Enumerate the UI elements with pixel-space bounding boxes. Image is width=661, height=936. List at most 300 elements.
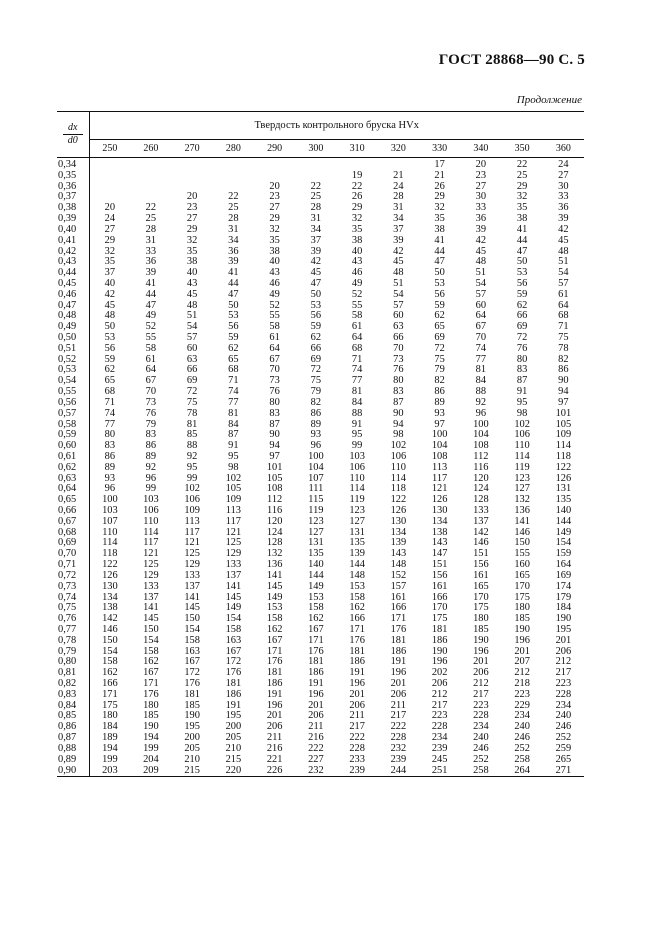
table-cell: 145 (143, 613, 159, 625)
table-cell: 186 (266, 678, 283, 689)
table-cell: 53 (310, 299, 322, 311)
table-cell: 63 (393, 321, 404, 333)
table-cell: 127 (514, 483, 530, 495)
table-cell: 111 (308, 483, 324, 495)
table-cell: 212 (514, 667, 530, 679)
table-cell: 108 (266, 483, 283, 495)
table-row (57, 517, 584, 528)
table-cell: 39 (145, 267, 157, 279)
ratio-value: 0,90 (57, 766, 89, 777)
ratio-denominator: d0 (63, 134, 83, 147)
table-cell: 71 (228, 375, 239, 387)
table-cell: 80 (269, 396, 280, 408)
table-cell: 171 (349, 623, 365, 635)
table-cell: 52 (269, 299, 280, 311)
table-cell: 216 (266, 742, 283, 754)
table-cell: 44 (145, 288, 157, 300)
column-header: 300 (295, 140, 336, 158)
table-cell: 103 (349, 450, 365, 462)
table-cell: 32 (434, 202, 445, 214)
table-cell: 121 (143, 548, 159, 560)
table-cell: 88 (475, 386, 487, 398)
table-cell: 26 (351, 191, 363, 203)
ratio-value: 0,62 (57, 463, 89, 474)
table-cell: 215 (225, 753, 242, 765)
table-row (57, 755, 584, 766)
table-cell: 271 (543, 766, 584, 777)
ratio-value: 0,43 (57, 257, 89, 268)
table-cell: 74 (475, 342, 487, 354)
table-cell: 81 (228, 407, 239, 419)
table-cell: 117 (184, 526, 200, 538)
table-row (57, 766, 584, 777)
table-cell: 114 (349, 483, 365, 495)
table-cell: 47 (516, 245, 528, 257)
table-cell: 92 (145, 461, 157, 473)
table-cell: 41 (434, 234, 445, 246)
table-cell: 86 (145, 440, 157, 452)
table-cell: 102 (514, 418, 530, 430)
table-cell: 185 (514, 613, 530, 625)
table-cell: 45 (104, 299, 116, 311)
column-header: 260 (130, 140, 171, 158)
table-cell: 176 (184, 678, 200, 689)
table-cell: 222 (308, 742, 324, 754)
table-cell: 35 (104, 256, 116, 268)
table-cell: 101 (266, 461, 283, 473)
table-cell: 20 (269, 180, 280, 192)
table-cell: 186 (308, 667, 324, 679)
table-cell (337, 158, 378, 171)
table-cell: 135 (555, 494, 572, 506)
table-cell: 252 (473, 753, 489, 765)
table-cell: 94 (269, 440, 280, 452)
table-cell: 153 (266, 602, 283, 614)
table-cell: 216 (308, 732, 324, 744)
table-cell: 34 (310, 223, 322, 235)
table-cell: 180 (514, 602, 530, 614)
table-cell: 154 (225, 613, 242, 625)
table-cell: 84 (228, 418, 239, 430)
table-cell: 118 (555, 450, 571, 462)
ratio-value: 0,46 (57, 290, 89, 301)
table-cell: 264 (502, 766, 543, 777)
table-cell: 45 (393, 256, 404, 268)
table-cell: 156 (431, 569, 448, 581)
table-cell: 25 (145, 213, 157, 225)
table-cell: 215 (172, 766, 213, 777)
table-cell: 166 (349, 613, 365, 625)
table-cell: 131 (308, 537, 324, 549)
table-cell: 69 (186, 375, 198, 387)
column-header: 270 (172, 140, 213, 158)
table-cell: 66 (516, 310, 528, 322)
table-cell: 56 (516, 277, 528, 289)
table-cell (172, 171, 213, 182)
table-cell: 28 (145, 223, 157, 235)
table-cell: 49 (351, 277, 363, 289)
table-cell: 83 (393, 386, 404, 398)
ratio-value: 0,74 (57, 593, 89, 604)
table-cell (295, 171, 336, 182)
table-cell: 194 (102, 742, 118, 754)
table-cell: 169 (555, 569, 572, 581)
column-header: 360 (543, 140, 584, 158)
table-cell: 119 (349, 494, 365, 506)
hardness-values-header (57, 140, 584, 158)
table-cell: 49 (269, 288, 280, 300)
table-cell: 114 (555, 440, 571, 452)
column-header: 310 (337, 140, 378, 158)
table-cell: 191 (266, 688, 283, 700)
table-cell: 61 (145, 353, 157, 365)
table-cell: 39 (558, 213, 569, 225)
table-cell: 150 (143, 623, 159, 635)
table-cell: 159 (555, 548, 572, 560)
table-cell: 89 (434, 396, 445, 408)
table-cell: 100 (473, 418, 489, 430)
table-cell: 86 (104, 450, 116, 462)
table-cell: 67 (269, 353, 280, 365)
table-cell: 90 (269, 429, 280, 441)
table-cell: 141 (514, 515, 530, 527)
table-cell: 87 (516, 375, 528, 387)
table-cell: 145 (184, 602, 200, 614)
table-cell: 130 (431, 505, 448, 516)
table-cell: 82 (434, 375, 445, 387)
table-cell: 66 (310, 342, 322, 354)
column-header: 280 (213, 140, 254, 158)
table-cell: 142 (102, 613, 118, 625)
table-cell: 48 (475, 256, 487, 268)
table-cell: 46 (269, 277, 280, 289)
table-cell: 181 (390, 634, 407, 646)
table-cell: 114 (390, 472, 406, 484)
ratio-value: 0,57 (57, 409, 89, 420)
table-cell: 223 (555, 678, 572, 689)
table-cell: 142 (473, 526, 489, 538)
table-cell: 176 (390, 623, 407, 635)
ratio-value: 0,75 (57, 603, 89, 614)
table-cell: 60 (475, 299, 487, 311)
table-cell: 29 (516, 180, 528, 192)
table-cell: 61 (269, 332, 280, 343)
table-cell: 110 (349, 472, 365, 484)
table-cell: 217 (555, 667, 572, 679)
table-cell: 22 (145, 202, 157, 214)
table-cell: 87 (228, 429, 239, 441)
table-cell: 48 (186, 299, 198, 311)
table-cell: 40 (269, 256, 280, 268)
table-cell: 160 (514, 559, 530, 571)
table-cell: 186 (431, 634, 448, 646)
table-cell: 184 (555, 602, 572, 614)
table-cell: 32 (516, 191, 528, 203)
table-cell: 228 (390, 732, 407, 744)
table-cell: 176 (143, 688, 159, 700)
table-cell: 206 (555, 645, 572, 657)
table-cell: 181 (431, 623, 448, 635)
table-cell: 181 (225, 678, 242, 689)
ratio-value: 0,49 (57, 322, 89, 333)
table-cell: 70 (393, 342, 404, 354)
table-cell: 97 (434, 418, 445, 430)
table-cell: 171 (102, 688, 118, 700)
table-cell: 133 (225, 559, 242, 571)
ratio-value: 0,59 (57, 430, 89, 441)
table-cell: 32 (104, 245, 116, 257)
table-cell: 191 (390, 656, 407, 668)
table-cell: 181 (308, 656, 324, 668)
table-cell: 50 (310, 288, 322, 300)
table-cell: 48 (104, 310, 116, 322)
ratio-value: 0,34 (57, 158, 89, 171)
table-cell: 205 (184, 742, 200, 754)
table-cell: 76 (269, 386, 280, 398)
table-cell: 171 (308, 634, 324, 646)
table-cell: 158 (184, 634, 200, 646)
table-cell: 83 (516, 364, 528, 376)
table-cell: 158 (102, 656, 118, 668)
table-cell: 234 (555, 699, 572, 711)
table-cell: 65 (104, 375, 116, 387)
table-cell: 85 (186, 429, 198, 441)
table-cell: 109 (555, 429, 572, 441)
table-cell: 32 (186, 234, 198, 246)
table-cell: 126 (102, 569, 118, 581)
ratio-value: 0,68 (57, 528, 89, 539)
ratio-value: 0,41 (57, 236, 89, 247)
table-cell (130, 182, 171, 193)
table-cell: 252 (514, 742, 530, 754)
table-cell: 174 (555, 580, 572, 592)
table-cell: 42 (104, 288, 116, 300)
table-cell: 206 (431, 678, 448, 689)
table-cell: 22 (310, 180, 322, 192)
table-cell: 95 (186, 461, 198, 473)
ratio-value: 0,50 (57, 333, 89, 344)
table-cell: 36 (558, 202, 569, 214)
table-cell: 68 (228, 364, 239, 376)
table-cell: 92 (186, 450, 198, 462)
table-cell: 20 (186, 191, 198, 203)
table-cell: 69 (310, 353, 322, 365)
table-cell: 42 (310, 256, 322, 268)
table-cell: 196 (431, 656, 448, 668)
table-cell: 47 (434, 256, 445, 268)
table-cell: 98 (516, 407, 528, 419)
table-cell: 83 (145, 429, 157, 441)
table-cell: 137 (184, 580, 200, 592)
table-cell: 77 (228, 396, 239, 408)
table-cell: 148 (349, 569, 365, 581)
table-cell: 117 (225, 515, 241, 527)
table-cell: 161 (431, 580, 448, 592)
table-cell: 143 (431, 537, 448, 549)
table-cell: 201 (390, 678, 407, 689)
table-cell: 148 (390, 559, 407, 571)
table-cell: 45 (475, 245, 487, 257)
table-cell: 45 (558, 234, 569, 246)
table-cell: 91 (516, 386, 528, 398)
table-cell: 64 (475, 310, 487, 322)
table-cell: 175 (473, 602, 489, 614)
ratio-header (57, 112, 89, 158)
table-cell: 44 (516, 234, 528, 246)
table-cell: 40 (186, 267, 198, 279)
table-cell: 72 (186, 386, 198, 398)
table-cell: 83 (104, 440, 116, 452)
table-cell: 149 (266, 591, 283, 603)
table-cell: 126 (390, 505, 407, 516)
table-cell: 33 (558, 191, 569, 203)
table-cell: 69 (434, 332, 445, 343)
table-cell: 138 (102, 602, 118, 614)
table-cell: 129 (143, 569, 159, 581)
table-cell: 50 (516, 256, 528, 268)
table-cell: 166 (390, 602, 407, 614)
table-cell: 28 (393, 191, 404, 203)
table-cell: 124 (266, 526, 283, 538)
table-cell: 155 (514, 548, 530, 560)
table-cell: 23 (186, 202, 198, 214)
table-cell: 24 (558, 159, 569, 170)
table-cell: 206 (390, 688, 407, 700)
table-cell: 72 (310, 364, 322, 376)
table-cell: 33 (145, 245, 157, 257)
table-cell: 161 (473, 569, 489, 581)
table-cell: 134 (390, 526, 407, 538)
table-cell: 53 (516, 267, 528, 279)
table-cell: 125 (143, 559, 159, 571)
table-cell: 191 (225, 699, 242, 711)
table-cell: 140 (308, 559, 324, 571)
table-cell: 114 (514, 450, 530, 462)
table-cell: 121 (431, 483, 448, 495)
ratio-value: 0,61 (57, 452, 89, 463)
table-cell: 156 (473, 559, 489, 571)
table-cell: 89 (145, 450, 157, 462)
table-cell: 179 (555, 591, 572, 603)
table-cell: 35 (186, 245, 198, 257)
table-row (57, 344, 584, 355)
table-cell: 63 (186, 353, 198, 365)
table-cell: 127 (308, 526, 324, 538)
table-cell: 194 (143, 732, 159, 744)
table-cell: 42 (558, 223, 569, 235)
table-cell: 31 (145, 234, 157, 246)
table-cell: 184 (102, 721, 118, 733)
table-cell: 170 (431, 602, 448, 614)
table-cell: 190 (184, 710, 200, 722)
table-cell: 186 (225, 688, 242, 700)
table-cell: 118 (102, 548, 118, 560)
table-cell: 259 (555, 742, 572, 754)
table-cell: 129 (184, 559, 200, 571)
table-cell (172, 158, 213, 171)
table-cell: 64 (145, 364, 157, 376)
table-row (57, 690, 584, 701)
table-cell: 34 (393, 213, 404, 225)
table-cell: 181 (266, 667, 283, 679)
table-cell: 89 (104, 461, 116, 473)
table-cell: 137 (143, 591, 159, 603)
table-cell: 103 (143, 494, 159, 506)
table-cell: 158 (225, 623, 242, 635)
table-cell: 51 (186, 310, 198, 322)
table-cell: 34 (228, 234, 239, 246)
table-cell: 232 (390, 742, 407, 754)
table-cell: 38 (516, 213, 528, 225)
table-cell: 234 (514, 710, 530, 722)
table-cell: 43 (186, 277, 198, 289)
table-cell: 58 (269, 321, 280, 333)
table-cell: 176 (308, 645, 324, 657)
table-cell: 141 (143, 602, 159, 614)
table-cell: 106 (143, 505, 159, 516)
table-cell: 17 (434, 159, 445, 170)
table-cell: 108 (431, 450, 448, 462)
table-cell: 53 (228, 310, 239, 322)
table-cell: 141 (184, 591, 200, 603)
table-cell: 199 (143, 742, 159, 754)
table-cell: 37 (310, 234, 322, 246)
table-cell: 190 (555, 613, 572, 625)
table-cell: 129 (225, 548, 242, 560)
table-cell: 217 (431, 699, 448, 711)
table-cell: 62 (104, 364, 116, 376)
table-cell: 52 (145, 321, 157, 333)
table-cell: 217 (390, 710, 407, 722)
ratio-value: 0,76 (57, 614, 89, 625)
table-cell: 180 (143, 699, 159, 711)
table-cell: 226 (254, 766, 295, 777)
ratio-value: 0,86 (57, 722, 89, 733)
table-cell: 23 (269, 191, 280, 203)
table-cell: 50 (104, 321, 116, 333)
table-cell: 75 (310, 375, 322, 387)
table-cell: 87 (269, 418, 280, 430)
table-cell: 81 (351, 386, 363, 398)
table-cell: 171 (390, 613, 407, 625)
table-cell: 210 (225, 742, 242, 754)
table-cell: 82 (310, 396, 322, 408)
table-cell: 99 (145, 483, 157, 495)
ratio-value: 0,52 (57, 355, 89, 366)
table-cell: 101 (555, 407, 572, 419)
table-cell: 62 (516, 299, 528, 311)
ratio-value: 0,71 (57, 560, 89, 571)
table-cell: 137 (473, 515, 489, 527)
table-cell: 97 (269, 450, 280, 462)
table-body (57, 158, 584, 777)
table-cell: 80 (104, 429, 116, 441)
table-header-row (57, 112, 584, 140)
table-cell: 228 (431, 721, 448, 733)
table-cell: 36 (228, 245, 239, 257)
table-cell: 102 (225, 472, 242, 484)
table-cell: 105 (225, 483, 242, 495)
table-cell: 67 (145, 375, 157, 387)
table-cell: 28 (228, 213, 239, 225)
table-cell: 35 (516, 202, 528, 214)
table-cell: 239 (390, 753, 407, 765)
table-cell: 175 (431, 613, 448, 625)
table-cell: 126 (431, 494, 448, 506)
table-row (57, 463, 584, 474)
table-cell: 64 (558, 299, 569, 311)
table-cell: 162 (266, 623, 283, 635)
